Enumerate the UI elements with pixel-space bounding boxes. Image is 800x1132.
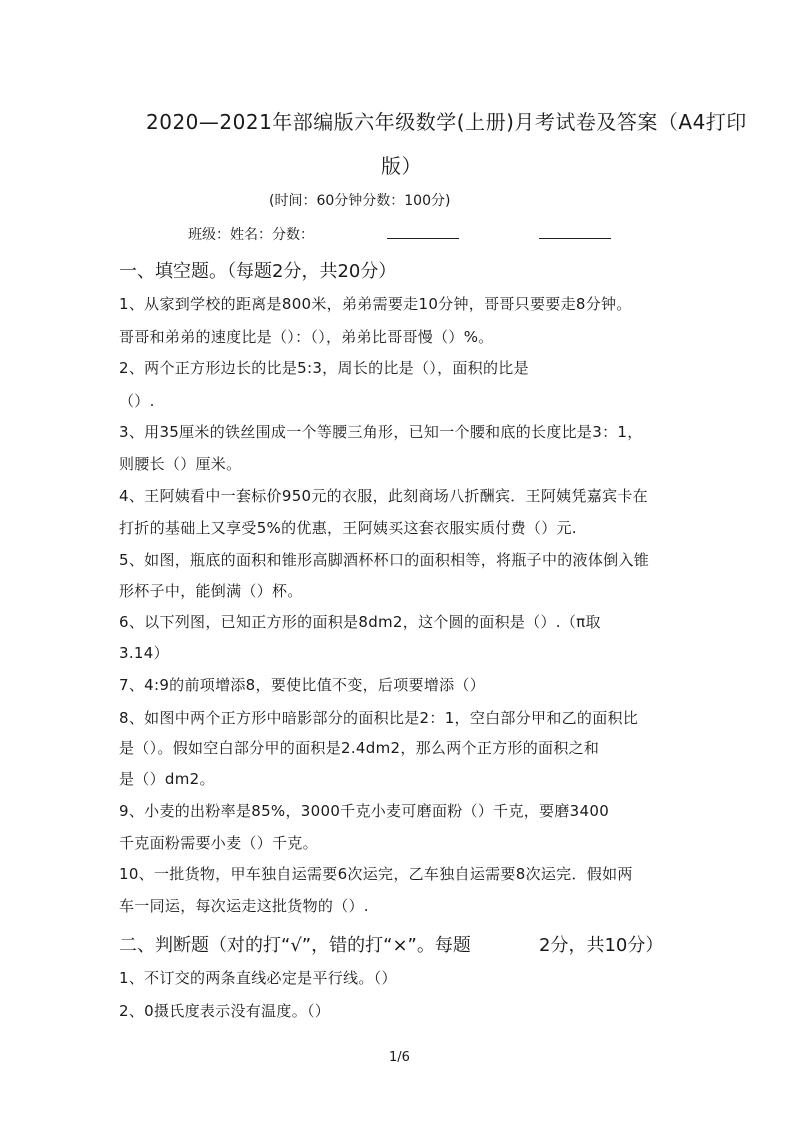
blank-line-1: [387, 238, 459, 239]
question-line: 3、用35厘米的铁丝围成一个等腰三角形，已知一个腰和底的长度比是3：1，: [119, 423, 643, 441]
question-line: 4、王阿姨看中一套标价950元的衣服，此刻商场八折酬宾．王阿姨凭嘉宾卡在: [119, 487, 648, 505]
question-line: 形杯子中，能倒满（）杯。: [119, 582, 303, 600]
question-line: 千克面粉需要小麦（）千克。: [119, 834, 318, 852]
class-name-score-line: 班级：姓名：分数：: [188, 227, 314, 243]
question-line: 8、如图中两个正方形中暗影部分的面积比是2：1，空白部分甲和乙的面积比: [119, 709, 639, 727]
time-score-line: (时间：60分钟分数：100分): [269, 193, 451, 209]
question-line: 则腰长（）厘米。: [119, 455, 242, 473]
section1-heading: 一、填空题。（每题2分，共20分）: [119, 261, 397, 282]
page-number: 1/6: [389, 1050, 410, 1065]
question-line: 是（）。假如空白部分甲的面积是2.4dm2，那么两个正方形的面积之和: [119, 739, 600, 757]
exam-title-line2: 版）: [381, 154, 422, 178]
question-line: 车一同运，每次运走这批货物的（）.: [119, 897, 369, 915]
question-line: 5、如图，瓶底的面积和锥形高脚酒杯杯口的面积相等，将瓶子中的液体倒入锥: [119, 551, 650, 569]
exam-title-line1: 2020—2021年部编版六年级数学(上册)月考试卷及答案（A4打印: [146, 110, 747, 134]
question-line: 是（）dm2。: [119, 770, 215, 788]
question-line: 打折的基础上又享受5%的优惠，王阿姨买这套衣服实质付费（）元.: [119, 519, 577, 537]
question-line: 1、从家到学校的距离是800米，弟弟需要走10分钟，哥哥只要要走8分钟。: [119, 295, 632, 313]
question-line: 1、不订交的两条直线必定是平行线。（）: [119, 969, 397, 987]
blank-line-2: [539, 238, 611, 239]
section2-heading-score: 2分，共10分）: [539, 935, 664, 956]
section2-heading: 二、判断题（对的打“√”，错的打“×”。每题: [119, 935, 471, 956]
question-line: 2、0摄氏度表示没有温度。（）: [119, 1002, 331, 1020]
question-line: 10、一批货物，甲车独自运需要6次运完，乙车独自运需要8次运完．假如两: [119, 865, 633, 883]
question-line: 哥哥和弟弟的速度比是（）：（），弟弟比哥哥慢（）%。: [119, 328, 494, 346]
question-line: （）.: [119, 392, 155, 410]
question-line: 2、两个正方形边长的比是5:3，周长的比是（），面积的比是: [119, 359, 529, 377]
question-line: 9、小麦的出粉率是85%，3000千克小麦可磨面粉（）千克，要磨3400: [119, 802, 610, 820]
question-line: 7、4:9的前项增添8，要使比值不变，后项要增添（）: [119, 676, 486, 694]
question-line: 6、以下列图，已知正方形的面积是8dm2，这个圆的面积是（）.（π取: [119, 613, 601, 631]
question-line: 3.14）: [119, 644, 169, 662]
